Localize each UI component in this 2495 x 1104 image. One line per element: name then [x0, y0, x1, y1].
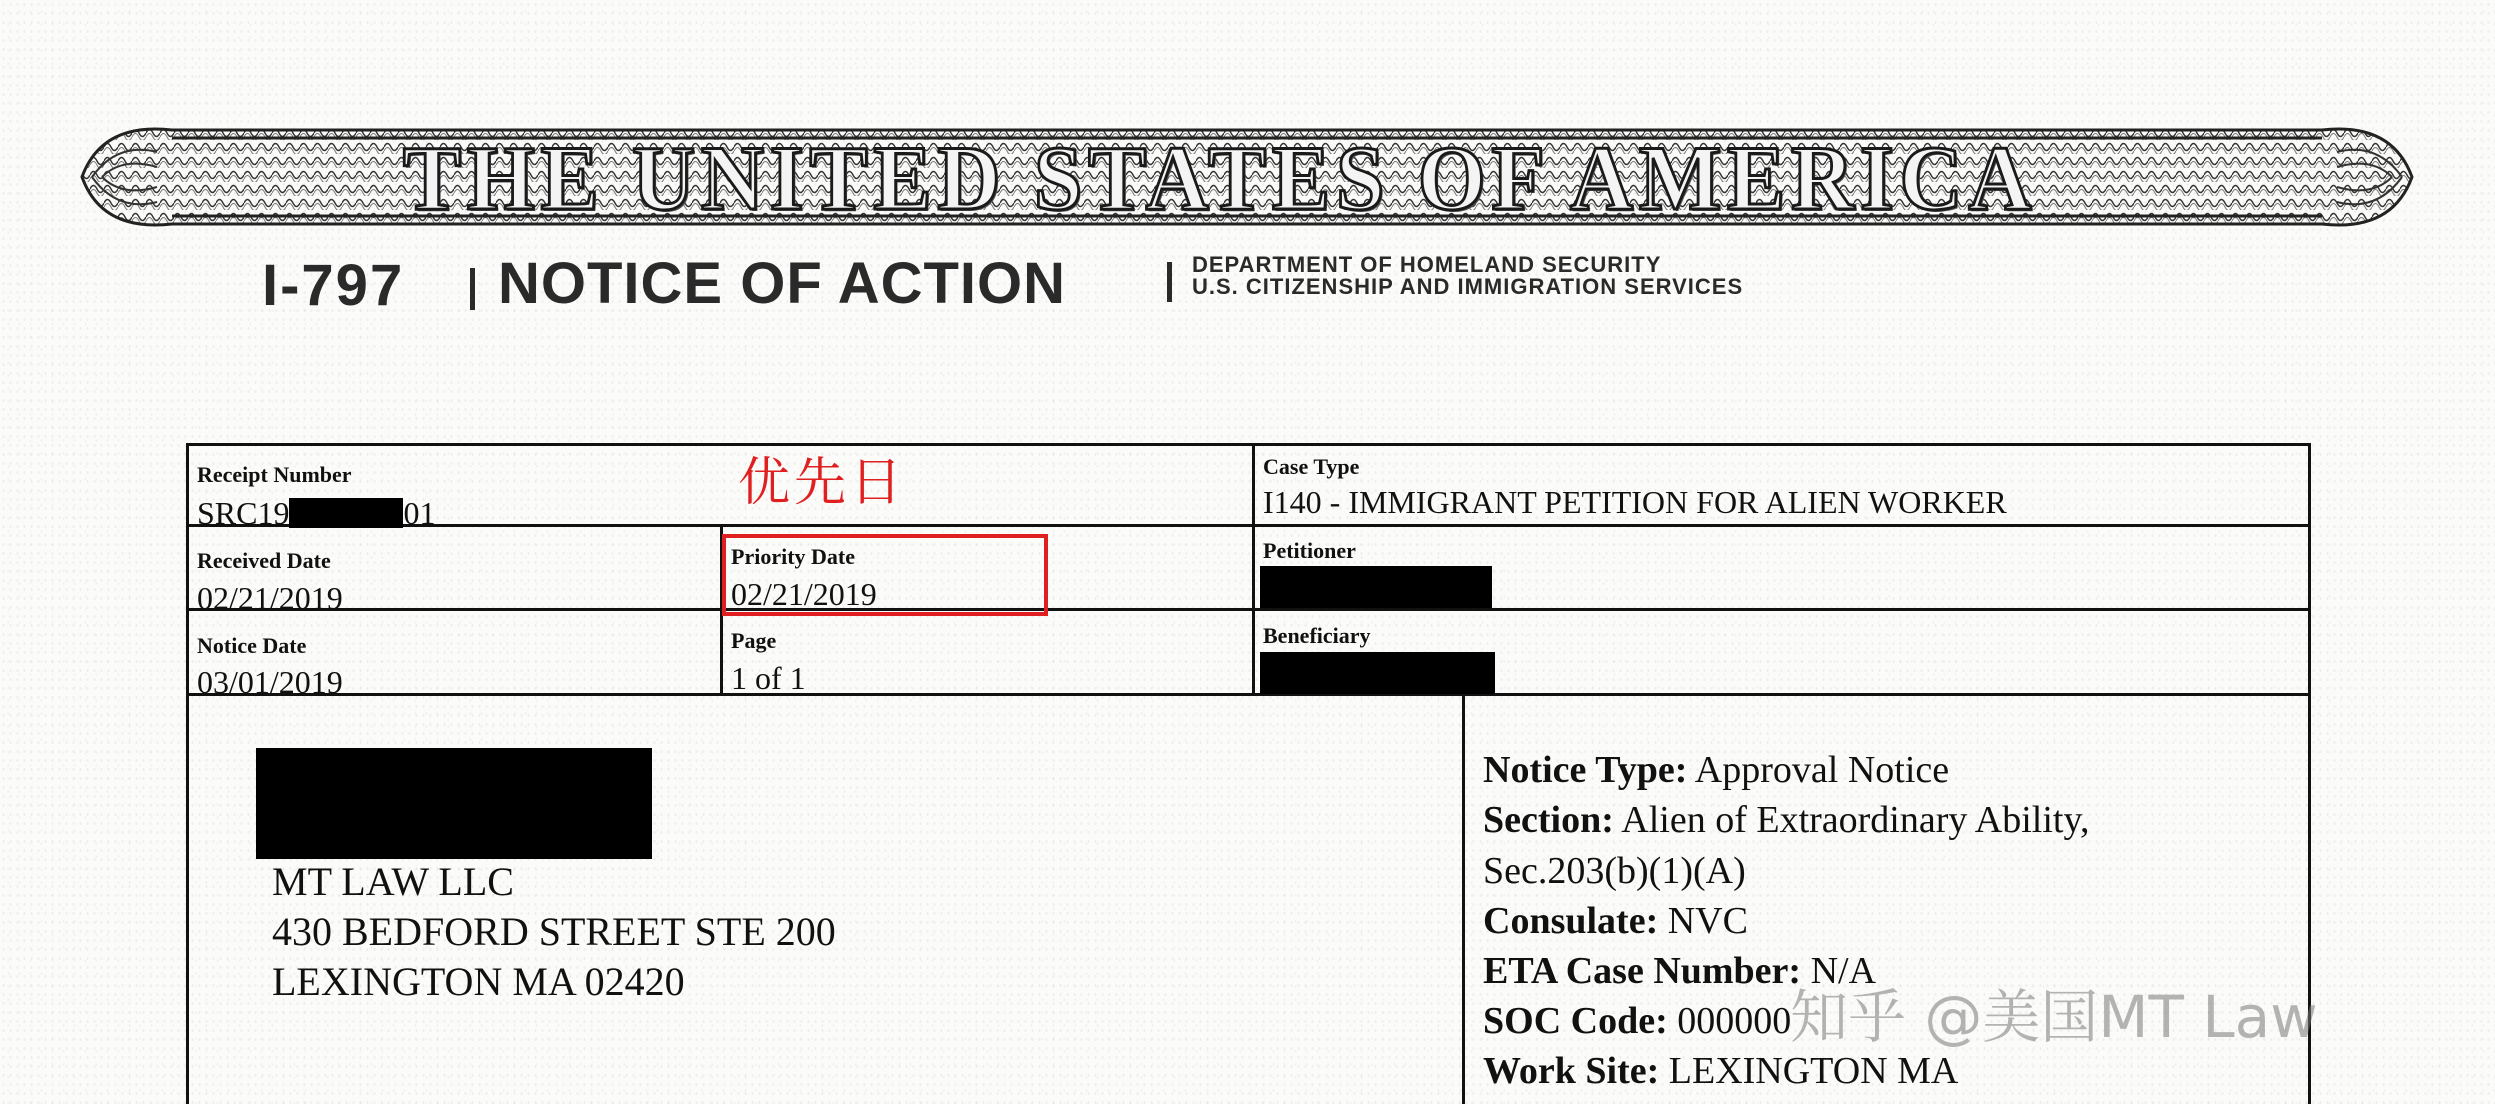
receipt-number-value	[197, 495, 435, 532]
received-date-label: Received Date	[197, 548, 331, 573]
agency-line-2: U.S. CITIZENSHIP AND IMMIGRATION SERVICES	[1192, 274, 1744, 299]
grid-line	[1462, 693, 1465, 1104]
page-label: Page	[731, 628, 777, 653]
receipt-number-suffix: 01	[403, 495, 436, 531]
beneficiary-redaction	[1260, 652, 1495, 694]
header-divider	[470, 268, 475, 310]
grid-line	[186, 693, 2311, 696]
soc-code	[1483, 999, 1791, 1043]
header-divider	[1167, 262, 1172, 302]
recipient-name-redaction	[256, 748, 652, 859]
received-date-value: 02/21/2019	[197, 580, 343, 616]
receipt-number-prefix: SRC19	[197, 495, 290, 531]
grid-line	[186, 443, 2311, 446]
section-label: Section:	[1483, 799, 1614, 841]
grid-line	[186, 443, 189, 1104]
case-type-label: Case Type	[1263, 454, 1360, 479]
notice-type-value: Approval Notice	[1687, 749, 1950, 791]
notice-type	[1483, 748, 1949, 792]
address-line-2: 430 BEDFORD STREET STE 200	[272, 909, 836, 954]
section-continued: Sec.203(b)(1)(A)	[1483, 850, 1746, 892]
consulate-value: NVC	[1658, 900, 1748, 942]
priority-date-annotation: 优先日	[738, 453, 907, 513]
work-site-label: Work Site:	[1483, 1050, 1660, 1092]
eta-case-number-value: N/A	[1801, 950, 1877, 992]
notice-date-value: 03/01/2019	[197, 664, 343, 700]
section	[1483, 798, 2090, 842]
work-site	[1483, 1049, 1958, 1093]
soc-code-value: 000000	[1667, 1000, 1792, 1042]
case-type-value: I140 - IMMIGRANT PETITION FOR ALIEN WORKER	[1263, 484, 2007, 520]
address-line-1: MT LAW LLC	[272, 859, 514, 904]
priority-date-highlight-box	[722, 534, 1048, 616]
notice-type-label: Notice Type:	[1483, 749, 1688, 791]
consulate	[1483, 899, 1748, 943]
zhihu-watermark: 知乎 @美国MT Law	[1790, 983, 2318, 1051]
grid-line	[186, 608, 2311, 611]
grid-line	[186, 524, 2311, 527]
notice-date-label: Notice Date	[197, 633, 307, 658]
petitioner-redaction	[1260, 566, 1492, 608]
section-value: Alien of Extraordinary Ability,	[1613, 799, 2090, 841]
grid-line	[1252, 443, 1255, 696]
receipt-number-label: Receipt Number	[197, 462, 352, 487]
petitioner-label: Petitioner	[1263, 538, 1356, 563]
form-number: I-797	[262, 253, 405, 318]
consulate-label: Consulate:	[1483, 900, 1659, 942]
priority-date-value: 02/21/2019	[731, 576, 877, 612]
priority-date-label: Priority Date	[731, 544, 855, 569]
banner-title: THE UNITED STATES OF AMERICA	[402, 126, 2038, 229]
eta-case-number-label: ETA Case Number:	[1483, 950, 1802, 992]
form-title: NOTICE OF ACTION	[498, 251, 1067, 316]
redaction-block	[289, 498, 403, 528]
address-line-3: LEXINGTON MA 02420	[272, 959, 685, 1004]
work-site-value: LEXINGTON MA	[1659, 1050, 1959, 1092]
beneficiary-label: Beneficiary	[1263, 623, 1371, 648]
agency-line-1: DEPARTMENT OF HOMELAND SECURITY	[1192, 252, 1662, 277]
soc-code-label: SOC Code:	[1483, 1000, 1668, 1042]
page-value: 1 of 1	[731, 660, 806, 696]
